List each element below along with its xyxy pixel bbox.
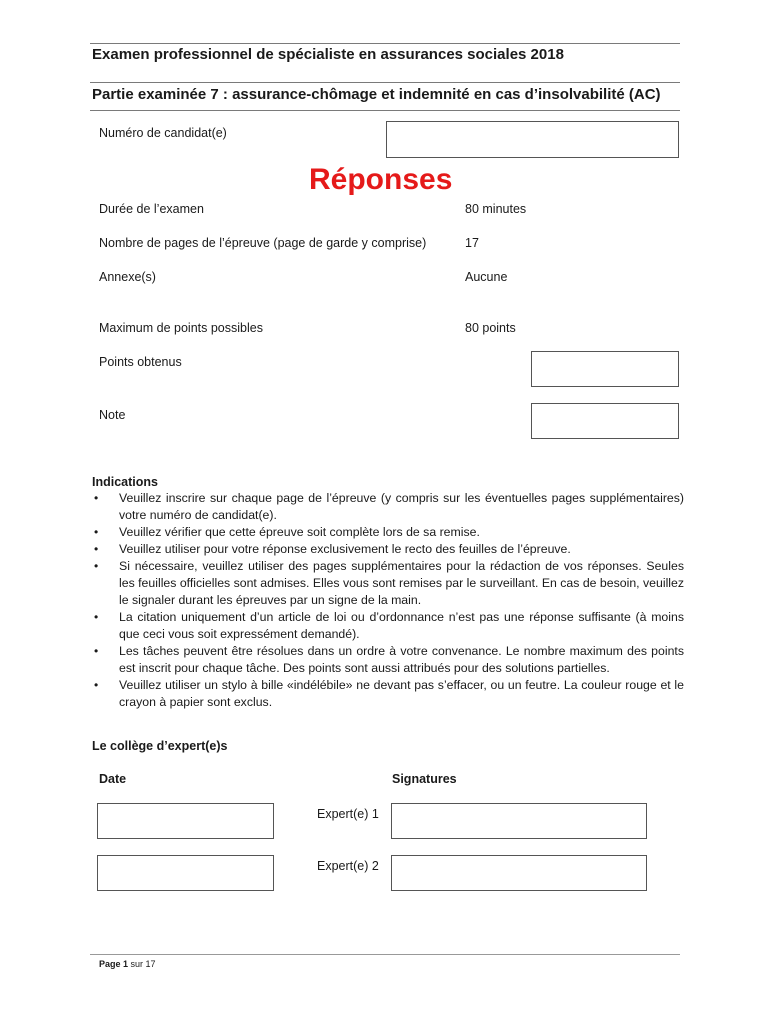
info-value-max-points: 80 points	[465, 321, 516, 335]
signature-field-1[interactable]	[391, 803, 647, 839]
footer-rule	[90, 954, 680, 955]
info-value-duration: 80 minutes	[465, 202, 527, 216]
grade-field[interactable]	[531, 403, 679, 439]
college-title: Le collège d’expert(e)s	[92, 739, 228, 753]
page-number-total: sur 17	[130, 959, 156, 969]
indication-item: • Veuillez vérifier que cette épreuve soit complète lors de sa remise.	[92, 524, 684, 541]
exam-part-title: Partie examinée 7 : assurance-chômage et indemnité en cas d’insolvabilité (AC)	[92, 86, 661, 103]
info-value-pages: 17	[465, 236, 479, 250]
info-label-annexes: Annexe(s)	[99, 270, 156, 284]
page-number	[99, 959, 156, 969]
indication-item: • Veuillez utiliser pour votre réponse exclusivement le recto des feuilles de l’épreuve.	[92, 541, 684, 558]
grade-label: Note	[99, 408, 126, 422]
candidate-number-label: Numéro de candidat(e)	[99, 126, 227, 140]
signature-field-2[interactable]	[391, 855, 647, 891]
indication-item: • Veuillez inscrire sur chaque page de l’épreuve (y compris sur les éventuelles pages supplémentaires) votre numéro de candidat(e).	[92, 490, 684, 524]
page-number-current: Page 1	[99, 959, 129, 969]
indication-item: • Si nécessaire, veuillez utiliser des pages supplémentaires pour la rédaction de vos réponses. Seules les feuilles officielles sont admises. Elles vous sont remises par le surveillant. En cas de besoin, veuillez le signaler durant les épreuves par un signe de la main.	[92, 558, 684, 609]
date-field-1[interactable]	[97, 803, 274, 839]
header-mid-rule	[90, 82, 680, 83]
indication-item: • La citation uniquement d’un article de loi ou d’ordonnance n’est pas une réponse suffisante (à moins que ceci vous soit expressément demandé).	[92, 609, 684, 643]
expert2-label: Expert(e) 2	[317, 859, 379, 873]
info-label-pages: Nombre de pages de l’épreuve (page de garde y comprise)	[99, 236, 427, 250]
header-top-rule	[90, 43, 680, 44]
points-obtained-field[interactable]	[531, 351, 679, 387]
indication-item: • Veuillez utiliser un stylo à bille «indélébile» ne devant pas s’effacer, ou un feutre. La couleur rouge et le crayon à papier sont exclus.	[92, 677, 684, 711]
info-label-duration: Durée de l’examen	[99, 202, 204, 216]
info-value-annexes: Aucune	[465, 270, 508, 284]
expert1-label: Expert(e) 1	[317, 807, 379, 821]
indications-title: Indications	[92, 475, 158, 489]
info-label-max-points: Maximum de points possibles	[99, 321, 263, 335]
indications-list	[92, 490, 684, 711]
date-field-2[interactable]	[97, 855, 274, 891]
answers-stamp: Réponses	[309, 163, 453, 196]
exam-title: Examen professionnel de spécialiste en assurances sociales 2018	[92, 46, 564, 63]
indication-item: • Les tâches peuvent être résolues dans un ordre à votre convenance. Le nombre maximum des points est inscrit pour chaque tâche. Des points sont aussi attribués pour des solutions partielles.	[92, 643, 684, 677]
points-obtained-label: Points obtenus	[99, 355, 182, 369]
date-label: Date	[99, 772, 127, 786]
signatures-label: Signatures	[392, 772, 457, 786]
header-bottom-rule	[90, 110, 680, 111]
candidate-number-field[interactable]	[386, 121, 679, 158]
